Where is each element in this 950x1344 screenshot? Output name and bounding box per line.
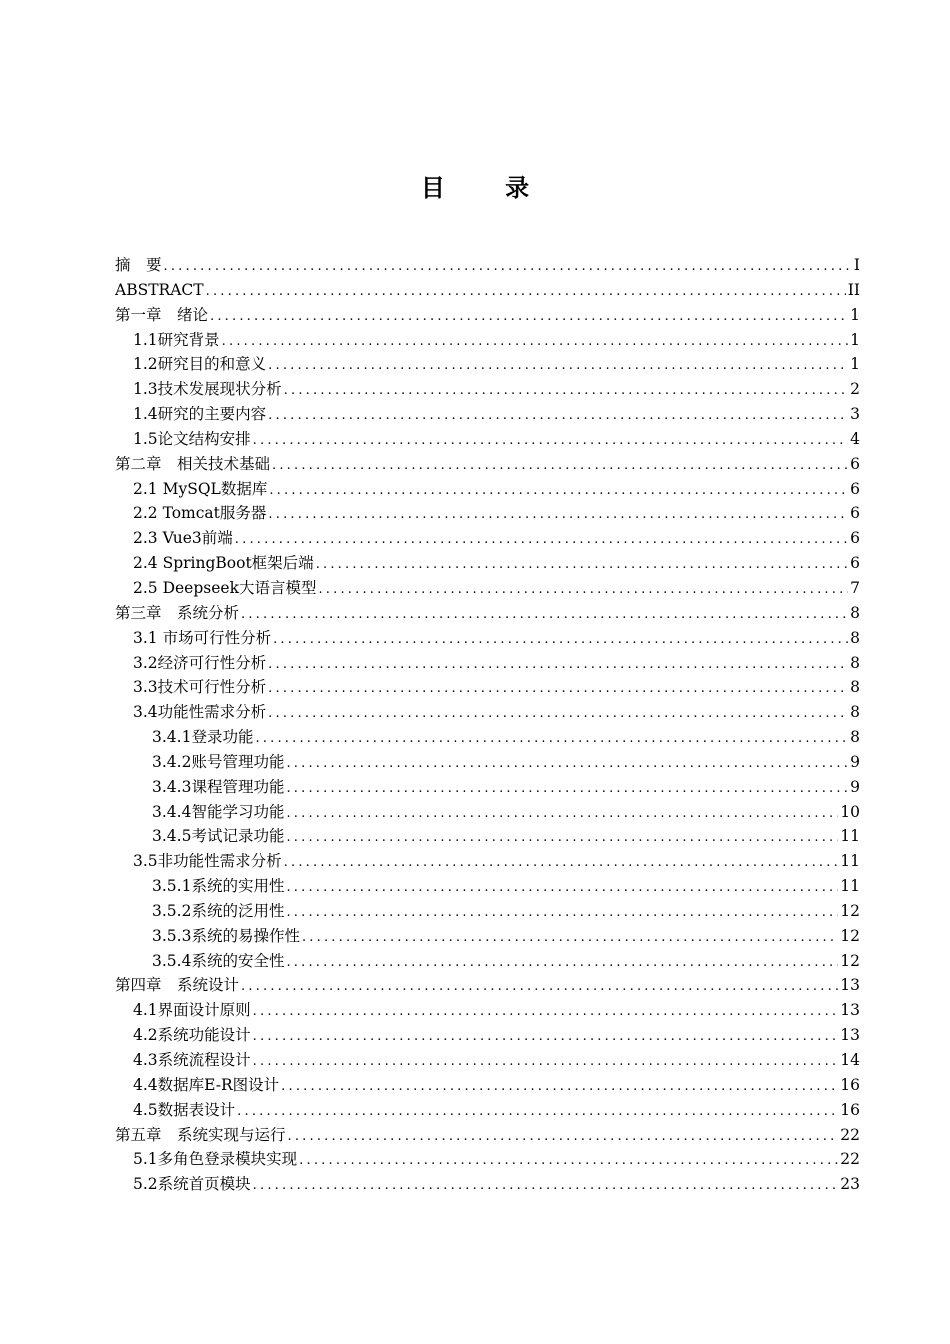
toc-entry-label: 3.4.5考试记录功能 bbox=[152, 827, 285, 846]
toc-entry-label: 3.5.2系统的泛用性 bbox=[152, 901, 285, 920]
toc-entry-label: 3.1 市场可行性分析 bbox=[133, 628, 272, 647]
toc-dot-leader bbox=[253, 1000, 839, 1023]
toc-entry-page-number: 8 bbox=[850, 703, 860, 722]
toc-dot-leader bbox=[286, 777, 848, 800]
toc-entry-page-number: 11 bbox=[840, 827, 860, 846]
toc-entry[interactable] bbox=[115, 626, 860, 651]
toc-entry[interactable] bbox=[115, 949, 860, 974]
toc-dot-leader bbox=[268, 404, 848, 427]
toc-entry-page-number: 13 bbox=[840, 1001, 860, 1020]
toc-entry-label: 第四章 系统设计 bbox=[115, 976, 240, 995]
toc-entry[interactable] bbox=[115, 1147, 860, 1172]
toc-dot-leader bbox=[253, 1025, 839, 1048]
toc-entry-label: 3.4.2账号管理功能 bbox=[152, 752, 285, 771]
toc-entry-page-number: 16 bbox=[840, 1100, 860, 1119]
toc-entry-page-number: 6 bbox=[850, 504, 860, 523]
toc-entry[interactable] bbox=[115, 675, 860, 700]
toc-entry-label: 3.5.4系统的安全性 bbox=[152, 951, 285, 970]
toc-dot-leader bbox=[318, 578, 848, 601]
toc-entry-label: 5.1多角色登录模块实现 bbox=[133, 1150, 298, 1169]
toc-entry-page-number: 8 bbox=[850, 678, 860, 697]
toc-dot-leader bbox=[237, 1100, 838, 1123]
toc-entry[interactable] bbox=[115, 924, 860, 949]
toc-entry-label: 3.4.4智能学习功能 bbox=[152, 802, 285, 821]
toc-entry[interactable] bbox=[115, 973, 860, 998]
toc-entry[interactable] bbox=[115, 427, 860, 452]
toc-entry[interactable] bbox=[115, 750, 860, 775]
toc-dot-leader bbox=[286, 876, 838, 899]
toc-entry-page-number: II bbox=[847, 280, 860, 299]
toc-dot-leader bbox=[299, 1149, 838, 1172]
toc-entry[interactable] bbox=[115, 402, 860, 427]
toc-dot-leader bbox=[302, 926, 838, 949]
toc-entry-page-number: 6 bbox=[850, 479, 860, 498]
toc-dot-leader bbox=[253, 429, 848, 452]
toc-entry[interactable] bbox=[115, 874, 860, 899]
toc-dot-leader bbox=[286, 901, 838, 924]
toc-entry-page-number: 12 bbox=[840, 951, 860, 970]
toc-entry-page-number: 12 bbox=[840, 926, 860, 945]
toc-dot-leader bbox=[268, 653, 848, 676]
toc-entry-page-number: 10 bbox=[840, 802, 860, 821]
toc-dot-leader bbox=[210, 305, 848, 328]
toc-entry[interactable] bbox=[115, 501, 860, 526]
toc-entry-page-number: 1 bbox=[850, 355, 860, 374]
toc-dot-leader bbox=[288, 1125, 839, 1148]
toc-entry-label: 2.5 Deepseek大语言模型 bbox=[133, 578, 317, 597]
toc-entry-label: ABSTRACT bbox=[115, 280, 204, 299]
toc-entry-page-number: 14 bbox=[840, 1051, 860, 1069]
toc-entry-label: 1.1研究背景 bbox=[133, 330, 220, 349]
toc-entry-label: 摘 要 bbox=[115, 256, 162, 274]
toc-entry-label: 3.3技术可行性分析 bbox=[133, 678, 267, 697]
toc-dot-leader bbox=[284, 379, 848, 402]
toc-entry[interactable] bbox=[115, 328, 860, 353]
toc-entry-label: 3.5.3系统的易操作性 bbox=[152, 926, 300, 945]
toc-entry-label: 5.2系统首页模块 bbox=[133, 1175, 251, 1194]
toc-entry-page-number: 9 bbox=[850, 777, 860, 796]
toc-entry-label: 1.3技术发展现状分析 bbox=[133, 380, 282, 399]
toc-entry[interactable] bbox=[115, 651, 860, 676]
toc-dot-leader bbox=[268, 702, 848, 725]
toc-dot-leader bbox=[286, 752, 848, 775]
toc-entry[interactable] bbox=[115, 700, 860, 725]
toc-entry[interactable] bbox=[115, 800, 860, 825]
toc-entry-label: 3.4功能性需求分析 bbox=[133, 703, 267, 722]
toc-entry-page-number: 23 bbox=[840, 1175, 860, 1194]
toc-entry-page-number: 6 bbox=[850, 454, 860, 473]
toc-entry[interactable] bbox=[115, 1073, 860, 1098]
toc-entry-label: 4.1界面设计原则 bbox=[133, 1001, 251, 1020]
toc-entry[interactable] bbox=[115, 601, 860, 626]
toc-entry[interactable] bbox=[115, 352, 860, 377]
toc-entry[interactable] bbox=[115, 1098, 860, 1123]
toc-entry-label: 3.5非功能性需求分析 bbox=[133, 852, 282, 871]
toc-entry[interactable] bbox=[115, 377, 860, 402]
toc-entry-label: 2.1 MySQL数据库 bbox=[133, 479, 268, 498]
toc-entry-label: 第三章 系统分析 bbox=[115, 603, 240, 622]
toc-entry-page-number: I bbox=[853, 256, 860, 274]
toc-entry-label: 3.5.1系统的实用性 bbox=[152, 877, 285, 896]
toc-entry-page-number: 1 bbox=[850, 305, 860, 324]
toc-entry[interactable] bbox=[115, 1172, 860, 1197]
toc-entry[interactable] bbox=[115, 775, 860, 800]
toc-entry-label: 3.4.3课程管理功能 bbox=[152, 777, 285, 796]
toc-entry-label: 第一章 绪论 bbox=[115, 305, 209, 324]
toc-entry-label: 第二章 相关技术基础 bbox=[115, 454, 271, 473]
toc-entry[interactable] bbox=[115, 576, 860, 601]
toc-entry-label: 4.2系统功能设计 bbox=[133, 1026, 251, 1045]
toc-dot-leader bbox=[316, 553, 848, 576]
toc-entry-label: 4.3系统流程设计 bbox=[133, 1051, 251, 1069]
toc-dot-leader bbox=[241, 603, 848, 626]
page-title: 目 录 bbox=[420, 174, 556, 202]
toc-entry-page-number: 8 bbox=[850, 628, 860, 647]
toc-entry-label: 2.3 Vue3前端 bbox=[133, 529, 233, 548]
toc-entry-page-number: 6 bbox=[850, 554, 860, 573]
toc-entry-label: 4.4数据库E-R图设计 bbox=[133, 1075, 280, 1094]
toc-dot-leader bbox=[164, 255, 852, 278]
toc-dot-leader bbox=[255, 727, 848, 750]
toc-entry[interactable] bbox=[115, 551, 860, 576]
toc-entry-label: 4.5数据表设计 bbox=[133, 1100, 236, 1119]
toc-entry-label: 2.4 SpringBoot框架后端 bbox=[133, 554, 314, 573]
toc-dot-leader bbox=[268, 677, 848, 700]
toc-entry-page-number: 13 bbox=[840, 1026, 860, 1045]
toc-entry-label: 1.5论文结构安排 bbox=[133, 429, 251, 448]
toc-dot-leader bbox=[286, 826, 838, 849]
toc-dot-leader bbox=[206, 280, 846, 303]
toc-entry-label: 1.4研究的主要内容 bbox=[133, 405, 267, 424]
toc-entry[interactable] bbox=[115, 303, 860, 328]
toc-entry-page-number: 7 bbox=[850, 578, 860, 597]
toc-dot-leader bbox=[273, 628, 848, 651]
toc-entry[interactable] bbox=[115, 526, 860, 551]
toc-entry[interactable] bbox=[115, 1048, 860, 1073]
toc-dot-leader bbox=[269, 479, 848, 502]
toc-entry-label: 3.2经济可行性分析 bbox=[133, 653, 267, 672]
toc-entry-page-number: 22 bbox=[840, 1125, 860, 1144]
toc-dot-leader bbox=[253, 1174, 839, 1197]
toc-entry[interactable] bbox=[115, 899, 860, 924]
toc-dot-leader bbox=[272, 454, 848, 477]
toc-entry-label: 3.4.1登录功能 bbox=[152, 728, 254, 747]
toc-dot-leader bbox=[241, 975, 838, 998]
toc-entry-label: 第五章 系统实现与运行 bbox=[115, 1125, 286, 1144]
toc-entry[interactable] bbox=[115, 477, 860, 502]
toc-entry-page-number: 9 bbox=[850, 752, 860, 771]
toc-entry-page-number: 11 bbox=[840, 852, 860, 871]
toc-entry-label: 1.2研究目的和意义 bbox=[133, 355, 267, 374]
toc-entry[interactable] bbox=[115, 1023, 860, 1048]
toc-entry-page-number: 6 bbox=[850, 529, 860, 548]
toc-dot-leader bbox=[284, 851, 839, 874]
toc-dot-leader bbox=[222, 330, 848, 353]
toc-dot-leader bbox=[286, 802, 838, 825]
toc-entry[interactable] bbox=[115, 849, 860, 874]
toc-dot-leader bbox=[253, 1050, 839, 1073]
toc-entry[interactable] bbox=[115, 278, 860, 303]
toc-entry-page-number: 8 bbox=[850, 653, 860, 672]
toc-entry-page-number: 16 bbox=[840, 1075, 860, 1094]
toc-dot-leader bbox=[235, 528, 848, 551]
toc-entry[interactable] bbox=[115, 452, 860, 477]
toc-entry-page-number: 1 bbox=[850, 330, 860, 349]
toc-entry-page-number: 13 bbox=[840, 976, 860, 995]
toc-entry[interactable] bbox=[115, 824, 860, 849]
toc-entry-page-number: 8 bbox=[850, 603, 860, 622]
toc-entry-page-number: 2 bbox=[850, 380, 860, 399]
toc-dot-leader bbox=[286, 951, 838, 974]
toc-entry[interactable] bbox=[115, 725, 860, 750]
toc-entry[interactable] bbox=[115, 1123, 860, 1148]
toc-entry-page-number: 12 bbox=[840, 901, 860, 920]
toc-dot-leader bbox=[268, 354, 848, 377]
toc-entry-page-number: 4 bbox=[850, 429, 860, 448]
table-of-contents bbox=[115, 253, 860, 1197]
toc-dot-leader bbox=[268, 503, 848, 526]
toc-entry-page-number: 22 bbox=[840, 1150, 860, 1169]
toc-entry[interactable] bbox=[115, 998, 860, 1023]
toc-entry-page-number: 11 bbox=[840, 877, 860, 896]
toc-entry-label: 2.2 Tomcat服务器 bbox=[133, 504, 267, 523]
toc-entry[interactable] bbox=[115, 253, 860, 278]
toc-entry-page-number: 3 bbox=[850, 405, 860, 424]
toc-dot-leader bbox=[281, 1075, 838, 1098]
toc-entry-page-number: 8 bbox=[850, 728, 860, 747]
